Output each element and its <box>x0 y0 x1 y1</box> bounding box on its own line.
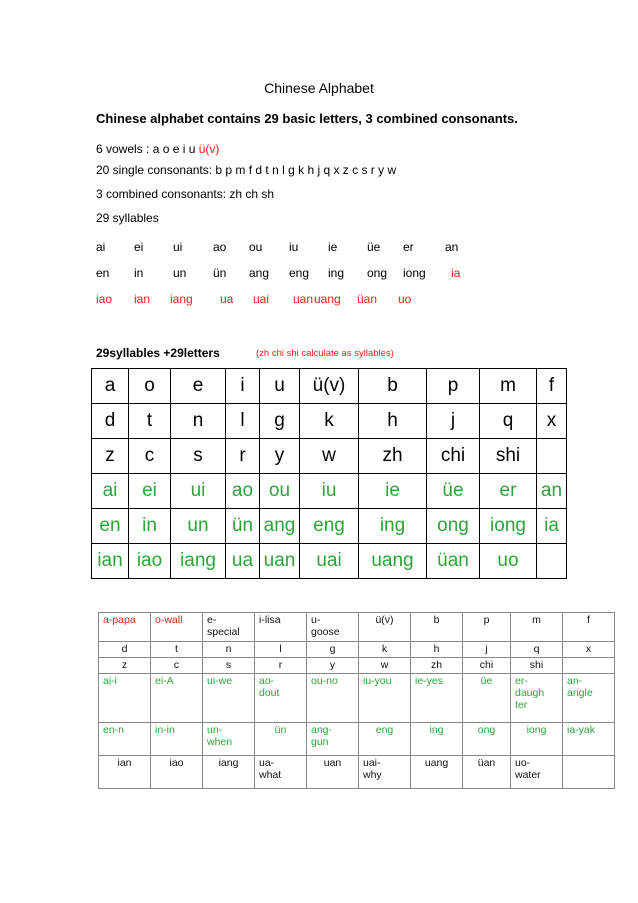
syllable: eng <box>289 266 310 280</box>
pronunciation-cell <box>563 658 615 674</box>
alphabet-cell <box>537 439 567 474</box>
syllable: ia <box>451 266 461 280</box>
syllable: ui <box>173 240 183 254</box>
pronunciation-cell: in-in <box>151 723 203 756</box>
alphabet-cell: b <box>359 369 427 404</box>
pronunciation-cell: ing <box>411 723 463 756</box>
pronunciation-cell: en-n <box>99 723 151 756</box>
alphabet-cell: g <box>260 404 300 439</box>
alphabet-cell: ao <box>226 474 260 509</box>
pronunciation-cell: t <box>151 642 203 658</box>
alphabet-cell: m <box>480 369 537 404</box>
alphabet-row <box>92 474 567 509</box>
syllable: uo <box>398 292 412 306</box>
alphabet-cell: ün <box>226 509 260 544</box>
syllable: ua <box>220 292 234 306</box>
pronunciation-cell: u- goose <box>307 613 359 642</box>
pronunciation-cell: d <box>99 642 151 658</box>
alphabet-cell: d <box>92 404 129 439</box>
pronunciation-cell: x <box>563 642 615 658</box>
syllable: ün <box>213 266 227 280</box>
syllable: ou <box>249 240 263 254</box>
syllable: un <box>173 266 187 280</box>
pronunciation-cell: h <box>411 642 463 658</box>
pronunciation-cell: ei-A <box>151 674 203 723</box>
alphabet-cell: k <box>300 404 359 439</box>
pronunciation-cell: ian <box>99 756 151 789</box>
pronunciation-cell: uang <box>411 756 463 789</box>
pronunciation-cell: un- when <box>203 723 255 756</box>
alphabet-cell: uo <box>480 544 537 579</box>
pronunciation-row <box>99 658 615 674</box>
subtitle: 29syllables +29letters <box>96 346 220 360</box>
syllable: ie <box>328 240 338 254</box>
syllable: ai <box>96 240 106 254</box>
pronunciation-cell: eng <box>359 723 411 756</box>
alphabet-cell: ing <box>359 509 427 544</box>
alphabet-cell: c <box>129 439 171 474</box>
pronunciation-row <box>99 723 615 756</box>
alphabet-cell: ui <box>171 474 226 509</box>
pronunciation-cell: chi <box>463 658 511 674</box>
pronunciation-cell: g <box>307 642 359 658</box>
syllable: ei <box>134 240 144 254</box>
alphabet-cell: y <box>260 439 300 474</box>
pronunciation-cell: ia-yak <box>563 723 615 756</box>
alphabet-cell: iu <box>300 474 359 509</box>
pronunciation-cell: e- special <box>203 613 255 642</box>
vowels-label: 6 vowels : a o e i u <box>96 142 199 156</box>
pronunciation-cell: p <box>463 613 511 642</box>
pronunciation-row <box>99 674 615 723</box>
alphabet-cell: j <box>427 404 480 439</box>
alphabet-cell: shi <box>480 439 537 474</box>
pronunciation-cell: f <box>563 613 615 642</box>
alphabet-cell: ai <box>92 474 129 509</box>
alphabet-cell: l <box>226 404 260 439</box>
pronunciation-cell: a-papa <box>99 613 151 642</box>
pronunciation-cell: an- angle <box>563 674 615 723</box>
pronunciation-cell: iong <box>511 723 563 756</box>
pronunciation-cell: ang- gun <box>307 723 359 756</box>
combined-consonants-line: 3 combined consonants: zh ch sh <box>96 187 275 201</box>
pronunciation-cell: j <box>463 642 511 658</box>
alphabet-cell: f <box>537 369 567 404</box>
syllable: uang <box>314 292 341 306</box>
pronunciation-cell: uai- why <box>359 756 411 789</box>
pronunciation-cell: r <box>255 658 307 674</box>
alphabet-cell: ua <box>226 544 260 579</box>
alphabet-cell: ong <box>427 509 480 544</box>
pronunciation-cell: shi <box>511 658 563 674</box>
pronunciation-cell: s <box>203 658 255 674</box>
pronunciation-cell: ua- what <box>255 756 307 789</box>
syllable: ing <box>328 266 345 280</box>
alphabet-cell: ei <box>129 474 171 509</box>
alphabet-row <box>92 369 567 404</box>
alphabet-cell: uang <box>359 544 427 579</box>
pronunciation-cell: ou-no <box>307 674 359 723</box>
alphabet-cell: w <box>300 439 359 474</box>
pronunciation-cell: o-wall <box>151 613 203 642</box>
pronunciation-row <box>99 613 615 642</box>
pronunciation-cell: uo- water <box>511 756 563 789</box>
pronunciation-cell: m <box>511 613 563 642</box>
syllable: uan <box>293 292 314 306</box>
alphabet-cell: ian <box>92 544 129 579</box>
pronunciation-cell: uan <box>307 756 359 789</box>
intro-text: Chinese alphabet contains 29 basic letters, 3 combined consonants. <box>96 111 518 126</box>
pronunciation-cell: ai-i <box>99 674 151 723</box>
alphabet-cell: ou <box>260 474 300 509</box>
pronunciation-cell: i-lisa <box>255 613 307 642</box>
pronunciation-cell: ao- dout <box>255 674 307 723</box>
alphabet-cell: q <box>480 404 537 439</box>
alphabet-cell: üe <box>427 474 480 509</box>
alphabet-cell: i <box>226 369 260 404</box>
alphabet-cell: eng <box>300 509 359 544</box>
alphabet-cell: z <box>92 439 129 474</box>
pronunciation-cell: n <box>203 642 255 658</box>
syllable: üe <box>367 240 381 254</box>
alphabet-cell: x <box>537 404 567 439</box>
pronunciation-cell: iang <box>203 756 255 789</box>
vowels-extra: ü(v) <box>198 142 220 156</box>
alphabet-cell: h <box>359 404 427 439</box>
alphabet-cell: üan <box>427 544 480 579</box>
pronunciation-row <box>99 756 615 789</box>
pronunciation-cell: ün <box>255 723 307 756</box>
alphabet-cell: n <box>171 404 226 439</box>
syllable: ang <box>249 266 270 280</box>
alphabet-cell: ia <box>537 509 567 544</box>
syllable: iong <box>403 266 426 280</box>
syllable: iao <box>96 292 113 306</box>
alphabet-cell <box>537 544 567 579</box>
alphabet-cell: an <box>537 474 567 509</box>
pronunciation-cell: l <box>255 642 307 658</box>
syllable: ao <box>213 240 227 254</box>
alphabet-cell: iong <box>480 509 537 544</box>
alphabet-cell: er <box>480 474 537 509</box>
alphabet-cell: iang <box>171 544 226 579</box>
syllable: in <box>134 266 144 280</box>
pronunciation-cell <box>563 756 615 789</box>
syllables-label: 29 syllables <box>96 211 159 225</box>
syllable: uai <box>253 292 270 306</box>
alphabet-row <box>92 404 567 439</box>
syllable: üan <box>357 292 378 306</box>
pronunciation-cell: ie-yes <box>411 674 463 723</box>
subtitle-note: (zh chi shi calculate as syllables) <box>256 348 394 359</box>
pronunciation-row <box>99 642 615 658</box>
pronunciation-cell: b <box>411 613 463 642</box>
alphabet-cell: iao <box>129 544 171 579</box>
alphabet-cell: in <box>129 509 171 544</box>
vowels-line <box>96 142 219 156</box>
pronunciation-cell: üe <box>463 674 511 723</box>
syllable: iu <box>289 240 299 254</box>
alphabet-cell: s <box>171 439 226 474</box>
alphabet-cell: u <box>260 369 300 404</box>
alphabet-cell: en <box>92 509 129 544</box>
syllable: iang <box>170 292 193 306</box>
alphabet-cell: zh <box>359 439 427 474</box>
pronunciation-cell: z <box>99 658 151 674</box>
pronunciation-cell: k <box>359 642 411 658</box>
alphabet-cell: a <box>92 369 129 404</box>
pronunciation-cell: y <box>307 658 359 674</box>
pronunciation-cell: iao <box>151 756 203 789</box>
pronunciation-cell: ui-we <box>203 674 255 723</box>
alphabet-cell: r <box>226 439 260 474</box>
alphabet-cell: e <box>171 369 226 404</box>
syllable: en <box>96 266 110 280</box>
alphabet-cell: p <box>427 369 480 404</box>
pronunciation-cell: q <box>511 642 563 658</box>
syllable: ong <box>367 266 388 280</box>
pronunciation-cell: zh <box>411 658 463 674</box>
pronunciation-cell: w <box>359 658 411 674</box>
pronunciation-table <box>98 612 615 789</box>
pronunciation-cell: ong <box>463 723 511 756</box>
pronunciation-cell: ü(v) <box>359 613 411 642</box>
alphabet-row <box>92 544 567 579</box>
alphabet-cell: uan <box>260 544 300 579</box>
alphabet-cell: o <box>129 369 171 404</box>
pronunciation-cell: c <box>151 658 203 674</box>
syllable: ian <box>134 292 151 306</box>
alphabet-row <box>92 439 567 474</box>
pronunciation-cell: üan <box>463 756 511 789</box>
alphabet-cell: ü(v) <box>300 369 359 404</box>
syllable: an <box>445 240 459 254</box>
alphabet-row <box>92 509 567 544</box>
alphabet-cell: ang <box>260 509 300 544</box>
syllable: er <box>403 240 414 254</box>
alphabet-cell: uai <box>300 544 359 579</box>
page-title: Chinese Alphabet <box>264 80 374 96</box>
alphabet-cell: ie <box>359 474 427 509</box>
alphabet-cell: t <box>129 404 171 439</box>
pronunciation-cell: iu-you <box>359 674 411 723</box>
alphabet-table <box>91 368 567 579</box>
single-consonants-line: 20 single consonants: b p m f d t n l g k h j q x z c s r y w <box>96 163 397 177</box>
alphabet-cell: chi <box>427 439 480 474</box>
alphabet-cell: un <box>171 509 226 544</box>
pronunciation-cell: er- daugh ter <box>511 674 563 723</box>
